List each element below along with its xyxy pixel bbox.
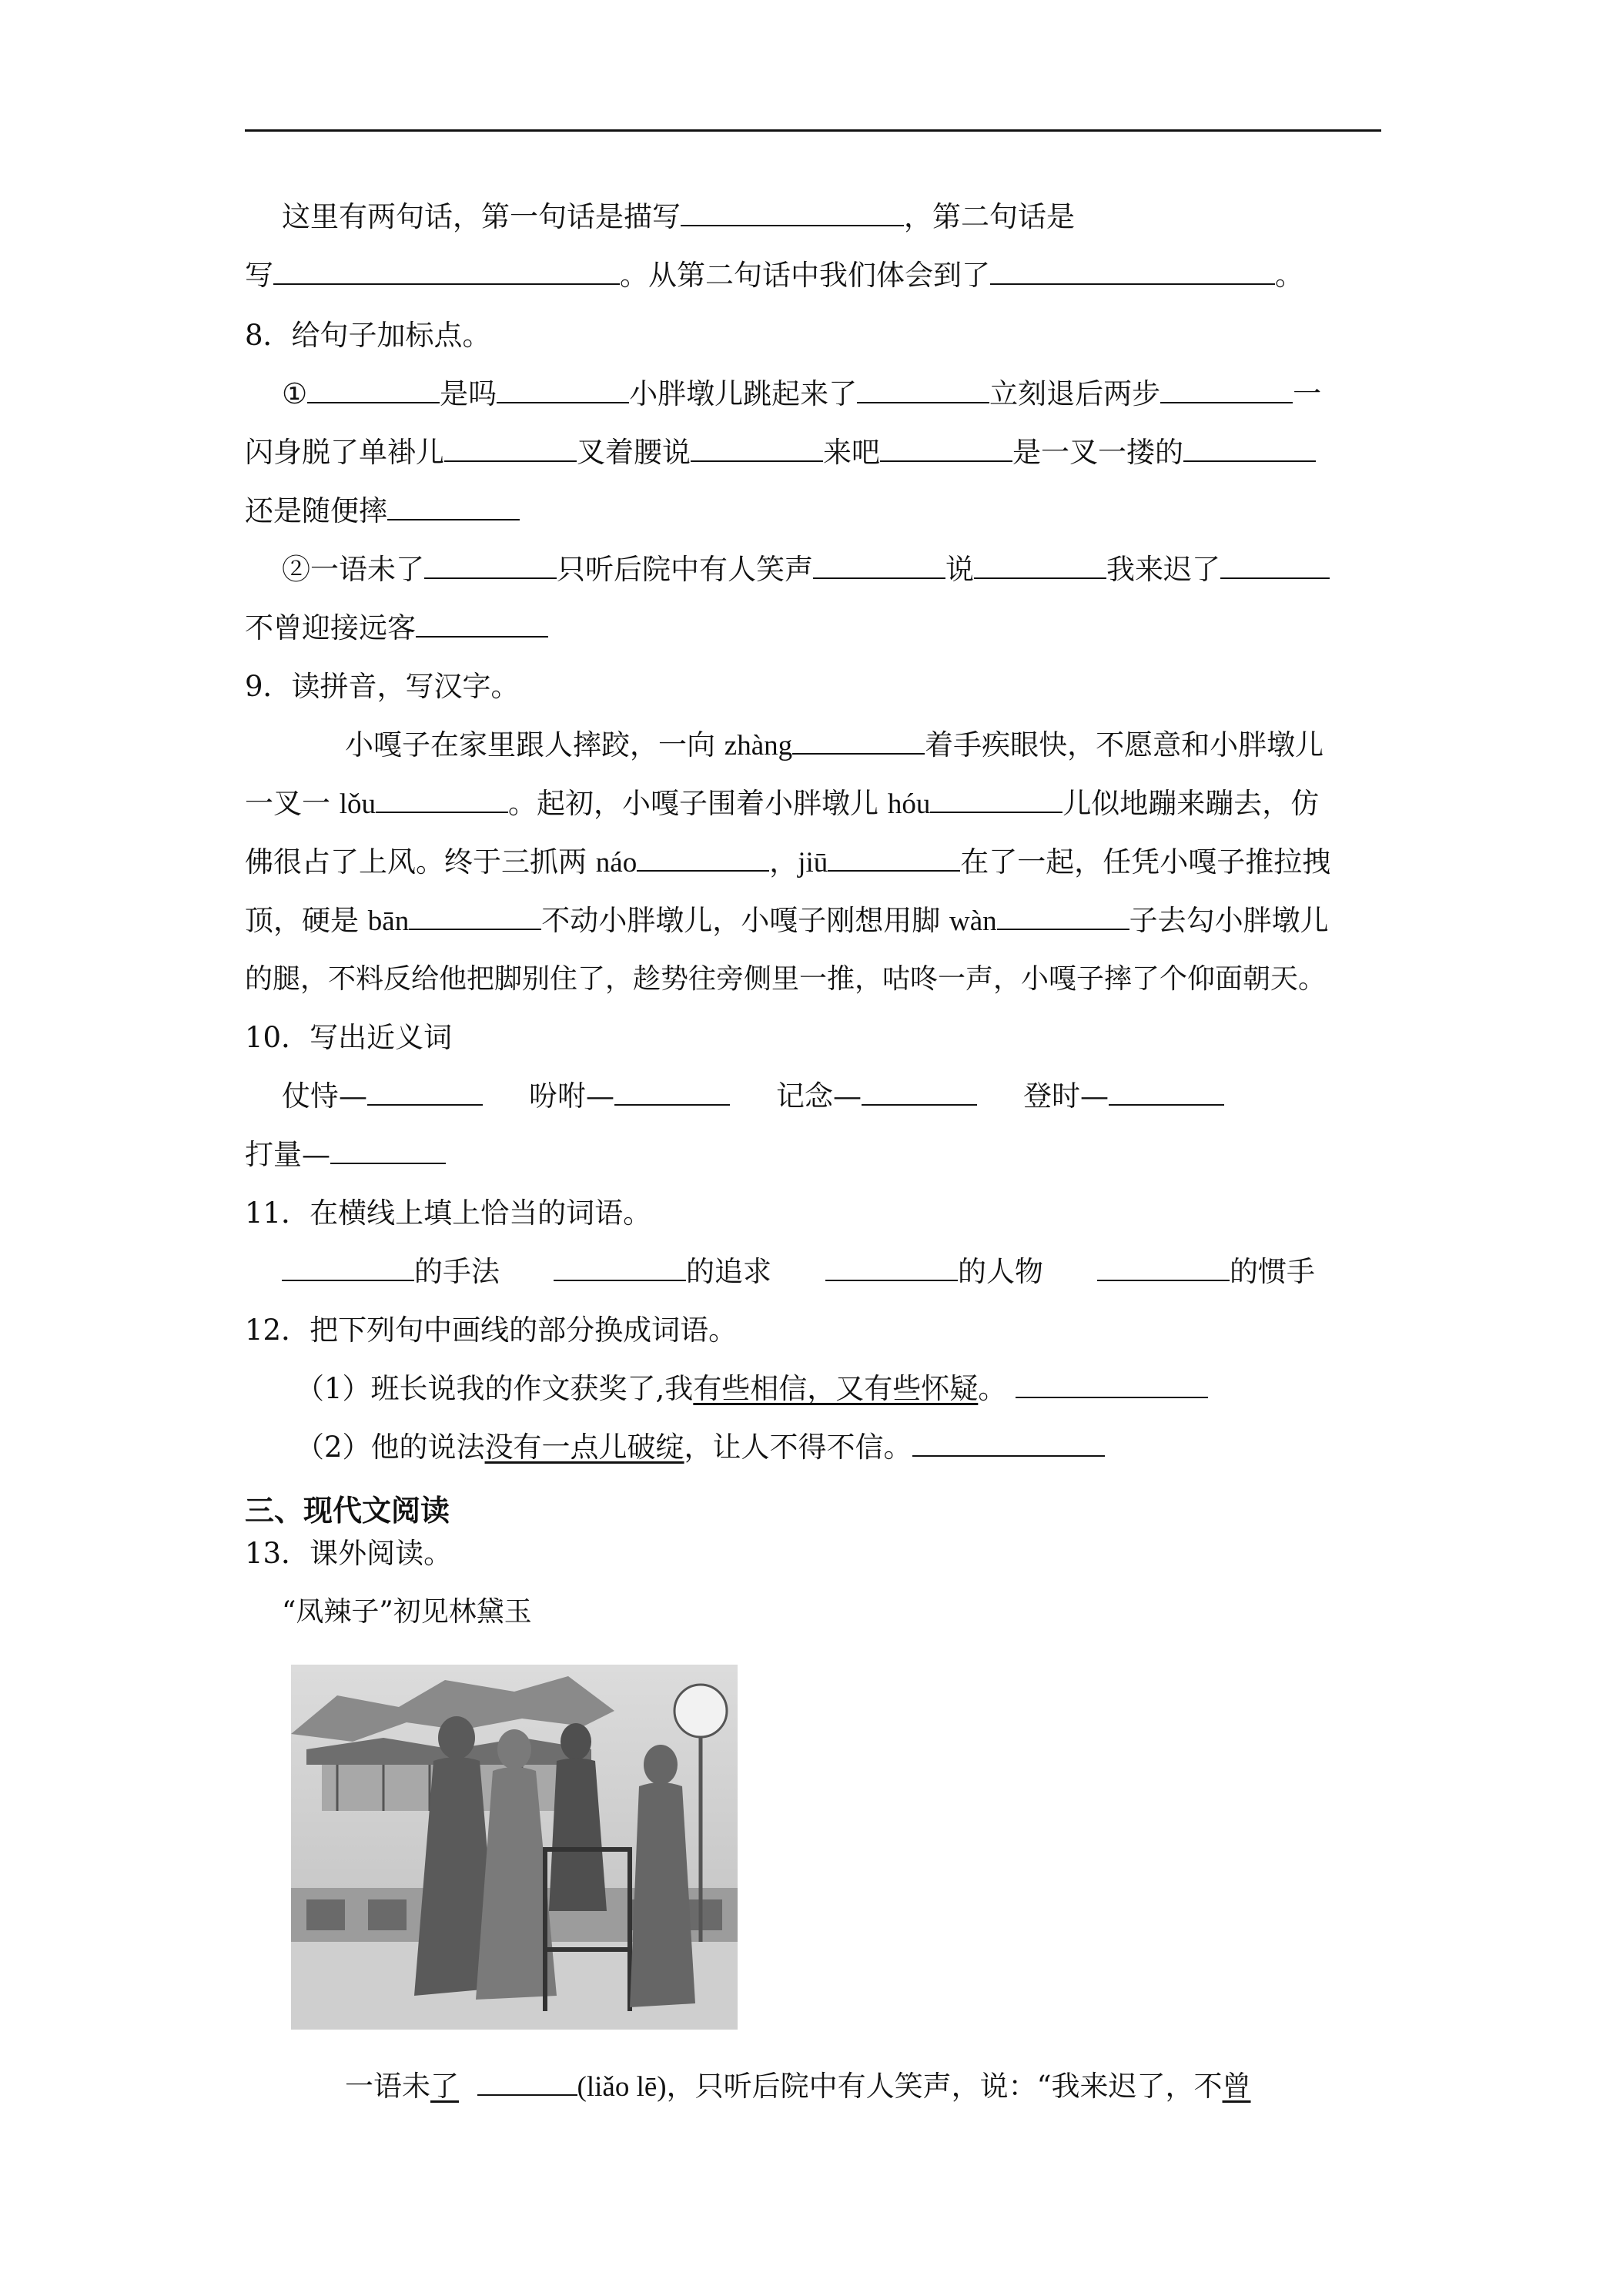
q11-items: 的手法 的追求 的人物 的惯手 <box>282 1253 1315 1290</box>
answer-blank[interactable] <box>409 902 541 930</box>
answer-blank[interactable] <box>424 551 557 579</box>
answer-blank[interactable] <box>637 844 769 872</box>
q7-line-1: 这里有两句话，第一句话是描写 ，第二句话是 <box>282 200 1075 233</box>
section-heading: 三、现代文阅读 <box>245 1494 450 1528</box>
q12-sentence-1: （1）班长说我的作文获奖了,我有些相信，又有些怀疑。 <box>296 1371 1208 1407</box>
q8-sentence-2-line-1: ②一语未了 只听后院中有人笑声 说 我来迟了 <box>282 551 1330 588</box>
q9-line-1: 小嘎子在家里跟人摔跤，一向 zhàng 着手疾眼快，不愿意和小胖墩儿 <box>345 728 1324 761</box>
header-rule <box>245 129 1381 132</box>
answer-blank[interactable] <box>1183 434 1316 462</box>
q10-title: 10．写出近义词 <box>245 1021 453 1054</box>
answer-blank[interactable] <box>1160 376 1293 403</box>
answer-blank[interactable] <box>444 434 577 462</box>
answer-blank[interactable] <box>367 1078 483 1106</box>
q8-sentence-1-line-2: 闪身脱了单褂儿 叉着腰说 来吧 是一叉一搂的 <box>245 434 1316 471</box>
answer-blank[interactable] <box>387 493 520 520</box>
answer-blank[interactable] <box>813 551 945 579</box>
answer-blank[interactable] <box>997 902 1129 930</box>
q8-sentence-1-line-3: 还是随便摔 <box>245 493 520 530</box>
q13-title: 13．课外阅读。 <box>245 1537 453 1570</box>
answer-blank[interactable] <box>825 1253 958 1281</box>
q10-words-line-1: 仗恃— 吩咐— 记念— 登时— <box>282 1078 1224 1115</box>
answer-blank[interactable] <box>554 1253 686 1281</box>
q12-sentence-2: （2）他的说法没有一点儿破绽，让人不得不信。 <box>296 1429 1105 1466</box>
q9-line-4: 顶，硬是 bān 不动小胖墩儿，小嘎子刚想用脚 wàn 子去勾小胖墩儿 <box>245 904 1329 937</box>
answer-blank[interactable] <box>974 551 1106 579</box>
answer-blank[interactable] <box>1016 1371 1208 1398</box>
answer-blank[interactable] <box>930 785 1062 813</box>
passage-title: “凤辣子”初见林黛玉 <box>282 1596 532 1628</box>
answer-blank[interactable] <box>857 376 989 403</box>
answer-blank[interactable] <box>1109 1078 1224 1106</box>
q9-title: 9．读拼音，写汉字。 <box>245 670 520 703</box>
answer-blank[interactable] <box>273 257 620 285</box>
answer-blank[interactable] <box>828 844 960 872</box>
q9-line-5: 的腿，不料反给他把脚别住了，趁势往旁侧里一推，咕咚一声，小嘎子摔了个仰面朝天。 <box>245 963 1327 995</box>
answer-blank[interactable] <box>792 727 925 755</box>
story-illustration <box>291 1665 738 2030</box>
answer-blank[interactable] <box>614 1078 730 1106</box>
q8-title: 8．给句子加标点。 <box>245 319 491 352</box>
q10-words-line-2: 打量— <box>245 1136 446 1173</box>
answer-blank[interactable] <box>862 1078 977 1106</box>
answer-blank[interactable] <box>1097 1253 1230 1281</box>
q8-sentence-1-line-1: ① 是吗 小胖墩儿跳起来了 立刻退后两步 一 <box>282 377 1322 410</box>
q12-title: 12．把下列句中画线的部分换成词语。 <box>245 1314 738 1347</box>
q9-line-3: 佛很占了上风。终于三抓两 náo ，jiū 在了一起，任凭小嘎子推拉拽 <box>245 845 1331 879</box>
answer-blank[interactable] <box>691 434 823 462</box>
answer-blank[interactable] <box>282 1253 414 1281</box>
answer-blank[interactable] <box>376 785 508 813</box>
answer-blank[interactable] <box>330 1136 446 1164</box>
answer-blank[interactable] <box>497 376 629 403</box>
answer-blank[interactable] <box>1220 551 1330 579</box>
q9-line-2: 一叉一 lǒu 。起初，小嘎子围着小胖墩儿 hóu 儿似地蹦来蹦去，仿 <box>245 787 1320 820</box>
answer-blank[interactable] <box>477 2068 577 2096</box>
answer-blank[interactable] <box>880 434 1012 462</box>
answer-blank[interactable] <box>990 257 1275 285</box>
q8-sentence-2-line-2: 不曾迎接远客 <box>245 610 548 647</box>
q11-title: 11．在横线上填上恰当的词语。 <box>245 1197 652 1230</box>
answer-blank[interactable] <box>307 376 440 403</box>
answer-blank[interactable] <box>416 610 548 638</box>
answer-blank[interactable] <box>681 199 904 226</box>
passage-first-line: 一语未了 (liǎo lē)，只听后院中有人笑声，说：“我来迟了，不曾 <box>345 2070 1251 2103</box>
answer-blank[interactable] <box>912 1429 1105 1457</box>
q7-line-2: 写 。从第二句话中我们体会到了 。 <box>245 259 1303 292</box>
